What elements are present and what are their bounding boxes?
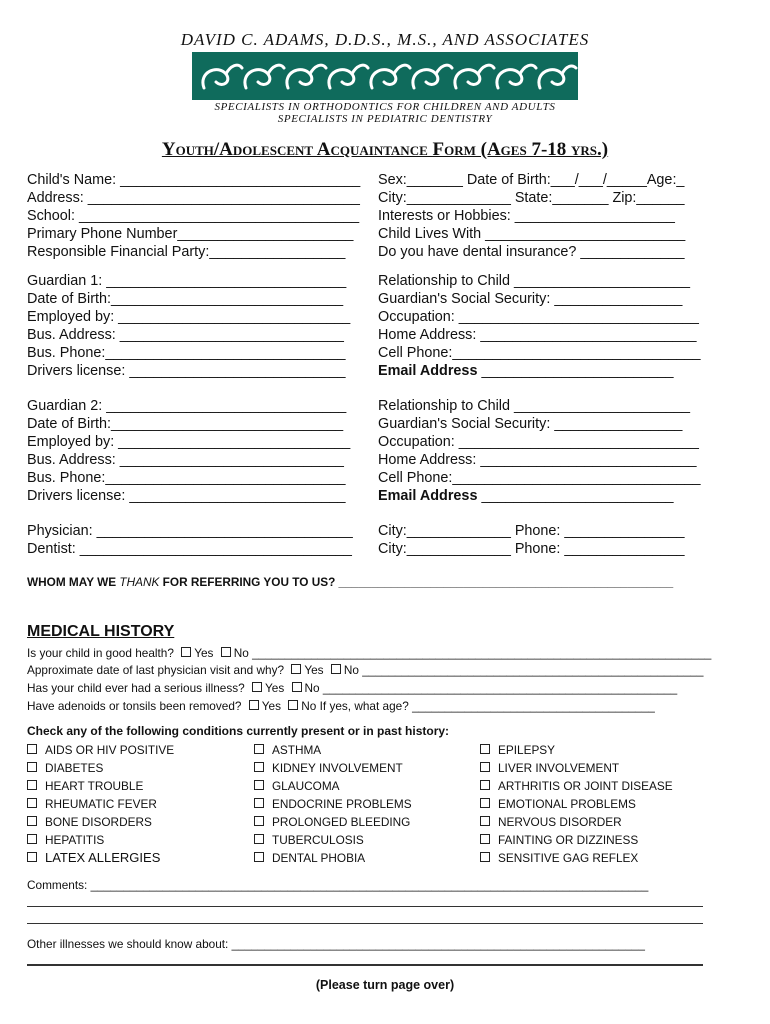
guardian1-employer-field[interactable]: Employed by: _____________________________ <box>27 309 351 325</box>
condition-item[interactable]: LIVER INVOLVEMENT <box>480 759 673 777</box>
no-label-line: No ______________________________________________________ <box>304 681 678 695</box>
dentist-field[interactable]: Dentist: __________________________________ <box>27 541 352 557</box>
condition-checkbox[interactable] <box>27 762 37 772</box>
condition-item[interactable]: RHEUMATIC FEVER <box>27 795 174 813</box>
condition-item[interactable]: HEPATITIS <box>27 831 174 849</box>
condition-checkbox[interactable] <box>254 744 264 754</box>
condition-item[interactable]: HEART TROUBLE <box>27 777 174 795</box>
yes-checkbox[interactable] <box>181 647 191 657</box>
no-checkbox[interactable] <box>292 682 302 692</box>
question-text: Approximate date of last physician visit and why? <box>27 663 288 677</box>
guardian1-ssn-field[interactable]: Guardian's Social Security: ________________ <box>378 291 683 307</box>
physician-field[interactable]: Physician: ________________________________ <box>27 523 353 539</box>
specialty-pediatric: SPECIALISTS IN PEDIATRIC DENTISTRY <box>277 113 493 125</box>
guardian2-ssn-field[interactable]: Guardian's Social Security: ________________ <box>378 416 683 432</box>
condition-checkbox[interactable] <box>27 816 37 826</box>
guardian2-employer-field[interactable]: Employed by: _____________________________ <box>27 434 351 450</box>
condition-checkbox[interactable] <box>254 816 264 826</box>
child-info-left <box>27 171 372 261</box>
sex-dob-age-field[interactable]: Sex:_______ Date of Birth:___/___/_____Age:_ <box>378 172 685 188</box>
guardian2-home-address-field[interactable]: Home Address: ___________________________ <box>378 452 697 468</box>
medical-history-title: MEDICAL HISTORY <box>27 623 175 640</box>
condition-item[interactable]: GLAUCOMA <box>254 777 412 795</box>
email-label: Email Address <box>378 488 478 504</box>
question-text: Has your child ever had a serious illness? <box>27 681 248 695</box>
condition-checkbox[interactable] <box>480 762 490 772</box>
guardian1-bus-address-field[interactable]: Bus. Address: ____________________________ <box>27 327 344 343</box>
email-label: Email Address <box>378 363 478 379</box>
yes-checkbox[interactable] <box>249 700 259 710</box>
dental-insurance-field[interactable]: Do you have dental insurance? _____________ <box>378 244 685 260</box>
condition-checkbox[interactable] <box>254 798 264 808</box>
condition-checkbox[interactable] <box>480 798 490 808</box>
guardian2-right <box>378 397 703 505</box>
primary-phone-field[interactable]: Primary Phone Number______________________ <box>27 226 354 242</box>
guardian2-bus-phone-field[interactable]: Bus. Phone:______________________________ <box>27 470 346 486</box>
condition-checkbox[interactable] <box>254 762 264 772</box>
specialty-orthodontics: SPECIALISTS IN ORTHODONTICS FOR CHILDREN AND ADULTS <box>214 101 556 113</box>
yes-label: Yes <box>194 646 217 660</box>
condition-checkbox[interactable] <box>254 834 264 844</box>
financial-party-field[interactable]: Responsible Financial Party:_________________ <box>27 244 346 260</box>
yes-checkbox[interactable] <box>252 682 262 692</box>
guardian2-name-field[interactable]: Guardian 2: ______________________________ <box>27 398 347 414</box>
condition-checkbox[interactable] <box>480 744 490 754</box>
condition-checkbox[interactable] <box>27 834 37 844</box>
condition-item[interactable]: LATEX ALLERGIES <box>27 849 174 867</box>
yes-label: Yes <box>304 663 327 677</box>
yes-label: Yes <box>264 681 288 695</box>
condition-item[interactable]: FAINTING OR DIZZINESS <box>480 831 673 849</box>
referral-prefix: WHOM MAY WE <box>27 575 120 589</box>
guardian1-relationship-field[interactable]: Relationship to Child ______________________ <box>378 273 691 289</box>
condition-checkbox[interactable] <box>254 780 264 790</box>
guardian2-dob-field[interactable]: Date of Birth:_____________________________ <box>27 416 344 432</box>
guardian2-cell-phone-field[interactable]: Cell Phone:_______________________________ <box>378 470 701 486</box>
conditions-heading: Check any of the following conditions currently present or in past history: <box>27 724 450 738</box>
logo-wave-icon <box>192 52 578 100</box>
childs-name-field[interactable]: Child's Name: ______________________________ <box>27 172 361 188</box>
address-field[interactable]: Address: __________________________________ <box>27 190 360 206</box>
guardian1-bus-phone-field[interactable]: Bus. Phone:______________________________ <box>27 345 346 361</box>
guardian1-email-field[interactable] <box>378 362 703 380</box>
child-lives-with-field[interactable]: Child Lives With _________________________ <box>378 226 686 242</box>
condition-item[interactable]: EPILEPSY <box>480 741 673 759</box>
comments-field[interactable]: Comments: _____________________________________________________________________________________ <box>27 878 649 892</box>
providers-right <box>378 522 703 558</box>
serious-illness-question <box>27 679 677 698</box>
city-state-zip-field[interactable]: City:_____________ State:_______ Zip:______ <box>378 190 685 206</box>
child-info-right <box>378 171 703 261</box>
condition-item[interactable]: EMOTIONAL PROBLEMS <box>480 795 673 813</box>
condition-checkbox[interactable] <box>27 852 37 862</box>
guardian2-left <box>27 397 372 505</box>
condition-item[interactable]: BONE DISORDERS <box>27 813 174 831</box>
no-checkbox[interactable] <box>221 647 231 657</box>
condition-item[interactable]: AIDS OR HIV POSITIVE <box>27 741 174 759</box>
conditions-col-2 <box>254 741 412 867</box>
condition-item[interactable]: KIDNEY INVOLVEMENT <box>254 759 412 777</box>
providers-left <box>27 522 372 558</box>
adenoids-question <box>27 697 655 716</box>
practice-name: DAVID C. ADAMS, D.D.S., M.S., AND ASSOCIATES <box>180 30 590 49</box>
guardian2-bus-address-field[interactable]: Bus. Address: ____________________________ <box>27 452 344 468</box>
guardian1-dob-field[interactable]: Date of Birth:_____________________________ <box>27 291 344 307</box>
guardian1-name-field[interactable]: Guardian 1: ______________________________ <box>27 273 347 289</box>
condition-item[interactable]: DIABETES <box>27 759 174 777</box>
comment-line[interactable] <box>27 923 703 924</box>
form-title: Youth/Adolescent Acquaintance Form (Ages 7-18 yrs.) <box>161 139 609 160</box>
condition-item[interactable]: NERVOUS DISORDER <box>480 813 673 831</box>
guardian2-occupation-field[interactable]: Occupation: ______________________________ <box>378 434 699 450</box>
email-line: ________________________ <box>477 488 674 504</box>
condition-checkbox[interactable] <box>480 780 490 790</box>
condition-item[interactable]: DENTAL PHOBIA <box>254 849 412 867</box>
guardian1-right <box>378 272 703 380</box>
guardian1-cell-phone-field[interactable]: Cell Phone:_______________________________ <box>378 345 701 361</box>
physician-visit-question <box>27 661 703 680</box>
school-field[interactable]: School: ___________________________________ <box>27 208 360 224</box>
no-label-line: No ____________________________________________________ <box>343 663 704 677</box>
referral-field[interactable] <box>27 575 673 589</box>
condition-checkbox[interactable] <box>254 852 264 862</box>
condition-checkbox[interactable] <box>27 744 37 754</box>
guardian1-home-address-field[interactable]: Home Address: ___________________________ <box>378 327 697 343</box>
referral-thank: THANK <box>119 575 160 589</box>
yes-checkbox[interactable] <box>291 664 301 674</box>
no-checkbox[interactable] <box>288 700 298 710</box>
condition-item[interactable]: PROLONGED BLEEDING <box>254 813 412 831</box>
turn-page-note: (Please turn page over) <box>315 978 455 992</box>
question-text: Is your child in good health? <box>27 646 178 660</box>
condition-item[interactable]: SENSITIVE GAG REFLEX <box>480 849 673 867</box>
guardian1-occupation-field[interactable]: Occupation: ______________________________ <box>378 309 699 325</box>
guardian1-license-field[interactable]: Drivers license: ___________________________ <box>27 363 346 379</box>
condition-item[interactable]: ENDOCRINE PROBLEMS <box>254 795 412 813</box>
interests-field[interactable]: Interests or Hobbies: ____________________ <box>378 208 675 224</box>
conditions-col-3 <box>480 741 673 867</box>
no-label-line: No If yes, what age? _____________________________________ <box>301 699 655 713</box>
comment-line[interactable] <box>27 906 703 907</box>
other-illnesses-field[interactable]: Other illnesses we should know about: _______________________________________________________________ <box>27 937 645 951</box>
condition-checkbox[interactable] <box>27 780 37 790</box>
question-text: Have adenoids or tonsils been removed? <box>27 699 245 713</box>
dentist-city-phone-field[interactable]: City:_____________ Phone: _______________ <box>378 541 685 557</box>
referral-suffix: FOR REFERRING YOU TO US? ___________________________________________________ <box>159 575 674 589</box>
guardian2-email-field[interactable] <box>378 487 703 505</box>
condition-checkbox[interactable] <box>27 798 37 808</box>
condition-item[interactable]: ASTHMA <box>254 741 412 759</box>
yes-label: Yes <box>261 699 285 713</box>
condition-checkbox[interactable] <box>480 852 490 862</box>
divider <box>27 964 703 966</box>
guardian1-left <box>27 272 372 380</box>
guardian2-relationship-field[interactable]: Relationship to Child ______________________ <box>378 398 691 414</box>
condition-checkbox[interactable] <box>480 816 490 826</box>
physician-city-phone-field[interactable]: City:_____________ Phone: _______________ <box>378 523 685 539</box>
conditions-col-1 <box>27 741 174 867</box>
no-label-line: No ______________________________________________________________________ <box>233 646 712 660</box>
guardian2-license-field[interactable]: Drivers license: ___________________________ <box>27 488 346 504</box>
condition-item[interactable]: TUBERCULOSIS <box>254 831 412 849</box>
condition-item[interactable]: ARTHRITIS OR JOINT DISEASE <box>480 777 673 795</box>
no-checkbox[interactable] <box>331 664 341 674</box>
email-line: ________________________ <box>477 363 674 379</box>
condition-checkbox[interactable] <box>480 834 490 844</box>
